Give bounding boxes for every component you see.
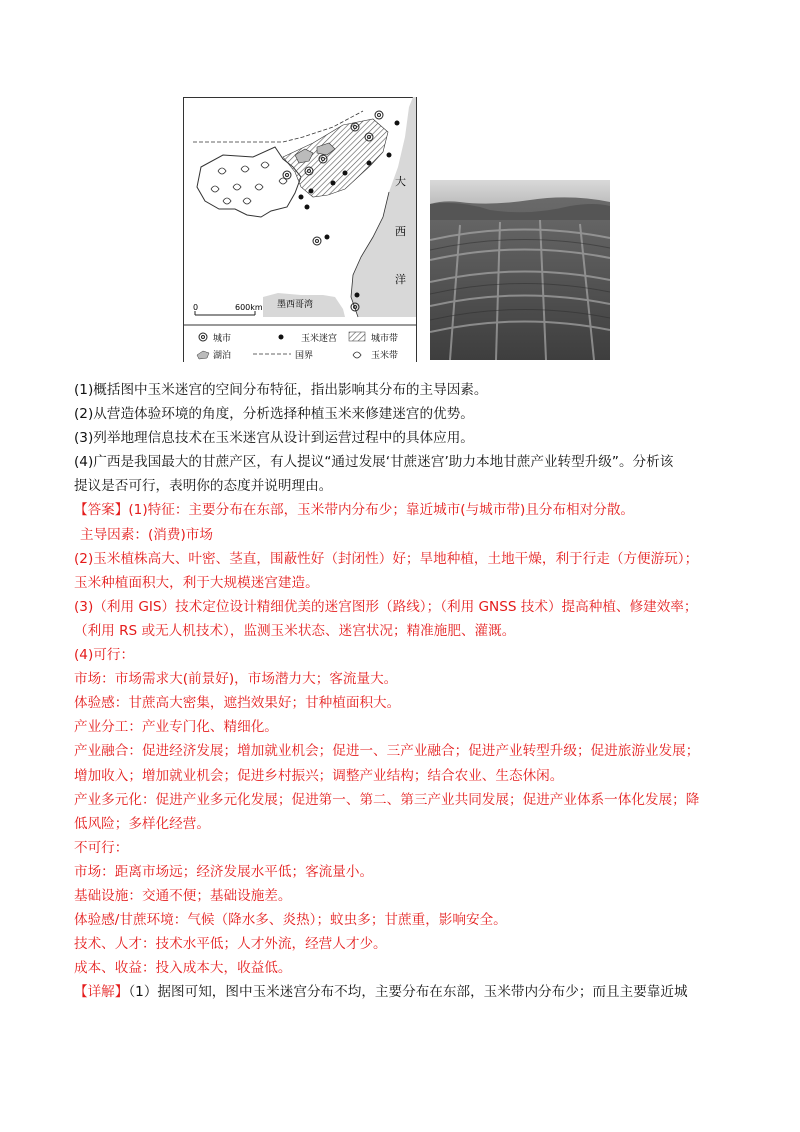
question-2: (2)从营造体验环境的角度，分析选择种植玉米来修建迷宫的优势。 (74, 406, 474, 423)
answer-line-5: (3)（利用 GIS）技术定位设计精细优美的迷宫图形（路线）；（利用 GNSS 技术）提高种植、修建效率； (74, 598, 698, 615)
answer-line-19: 技术、人才：技术水平低；人才外流，经营人才少。 (74, 936, 387, 953)
detail-line: 【详解】（1）据图可知，图中玉米迷宫分布不均，主要分布在东部，玉米带内分布少；而且主要靠近城 (74, 984, 688, 1001)
answer-line-4: 玉米种植面积大，利于大规模迷宫建造。 (74, 574, 319, 591)
answer-line-9: 体验感：甘蔗高大密集，遮挡效果好；甘种植面积大。 (74, 695, 401, 712)
legend-border: 国界 (295, 351, 314, 361)
answer-line-6: （利用 RS 或无人机技术），监测玉米状态、迷宫状况；精准施肥、灌溉。 (74, 622, 516, 639)
atlantic-label-1: 大 (395, 175, 406, 188)
answer-line-2: 主导因素：(消费)市场 (80, 526, 213, 543)
answer-line-10: 产业分工：产业专门化、精细化。 (74, 719, 278, 736)
corn-maze-photo (430, 180, 610, 360)
atlantic-label-2: 西 (395, 225, 406, 238)
answer-line-12: 增加收入；增加就业机会；促进乡村振兴；调整产业结构；结合农业、生态休闲。 (74, 767, 564, 784)
gulf-label: 墨西哥湾 (277, 300, 314, 310)
answer-line-3: (2)玉米植株高大、叶密、茎直，围蔽性好（封闭性）好；旱地种植，土地干燥，利于行走（方便游玩）； (74, 550, 699, 567)
question-3: (3)列举地理信息技术在玉米迷宫从设计到运营过程中的具体应用。 (74, 430, 474, 447)
answer-line-13: 产业多元化：促进产业多元化发展；促进第一、第二、第三产业共同发展；促进产业体系一体化发展；降 (74, 791, 700, 808)
question-4: (4)广西是我国最大的甘蔗产区，有人提议“通过发展‘甘蔗迷宫’助力本地甘蔗产业转型升级”。分析该 (74, 454, 674, 471)
question-and-answer-text (74, 378, 734, 1004)
scale-distance: 600km (235, 303, 263, 312)
detail-label: 【详解】 (74, 984, 129, 1001)
question-4-cont: 提议是否可行，表明你的态度并说明理由。 (74, 478, 333, 495)
answer-line-11: 产业融合：促进经济发展；增加就业机会；促进一、三产业融合；促进产业转型升级；促进旅游业发展； (74, 743, 700, 760)
answer-line-15: 不可行： (74, 839, 129, 856)
atlantic-label-3: 洋 (395, 273, 406, 286)
answer-line-17: 基础设施：交通不便；基础设施差。 (74, 887, 292, 904)
question-1: (1)概括图中玉米迷宫的空间分布特征，指出影响其分布的主导因素。 (74, 382, 488, 398)
corn-maze-distribution-map (183, 97, 417, 362)
answer-label: 【答案】 (74, 502, 129, 519)
legend-city: 城市 (213, 334, 232, 344)
legend-corn-belt: 玉米带 (371, 351, 399, 361)
answer-line-20: 成本、收益：投入成本大，收益低。 (74, 960, 292, 977)
answer-line-16: 市场：距离市场远；经济发展水平低；客流量小。 (74, 863, 374, 880)
scale-zero: 0 (193, 303, 199, 312)
answer-line-1: 【答案】(1)特征：主要分布在东部，玉米带内分布少；靠近城市(与城市带)且分布相对分散。 (74, 502, 635, 519)
answer-line-8: 市场：市场需求大(前景好)，市场潜力大；客流量大。 (74, 671, 398, 688)
answer-line-18: 体验感/甘蔗环境：气候（降水多、炎热）；蚊虫多；甘蔗重，影响安全。 (74, 912, 507, 929)
legend-urban-belt: 城市带 (371, 334, 399, 344)
answer-line-7: (4)可行： (74, 647, 135, 664)
legend-maze: 玉米迷宫 (301, 334, 338, 344)
legend-lake: 湖泊 (213, 351, 232, 361)
answer-line-14: 低风险；多样化经营。 (74, 815, 210, 832)
